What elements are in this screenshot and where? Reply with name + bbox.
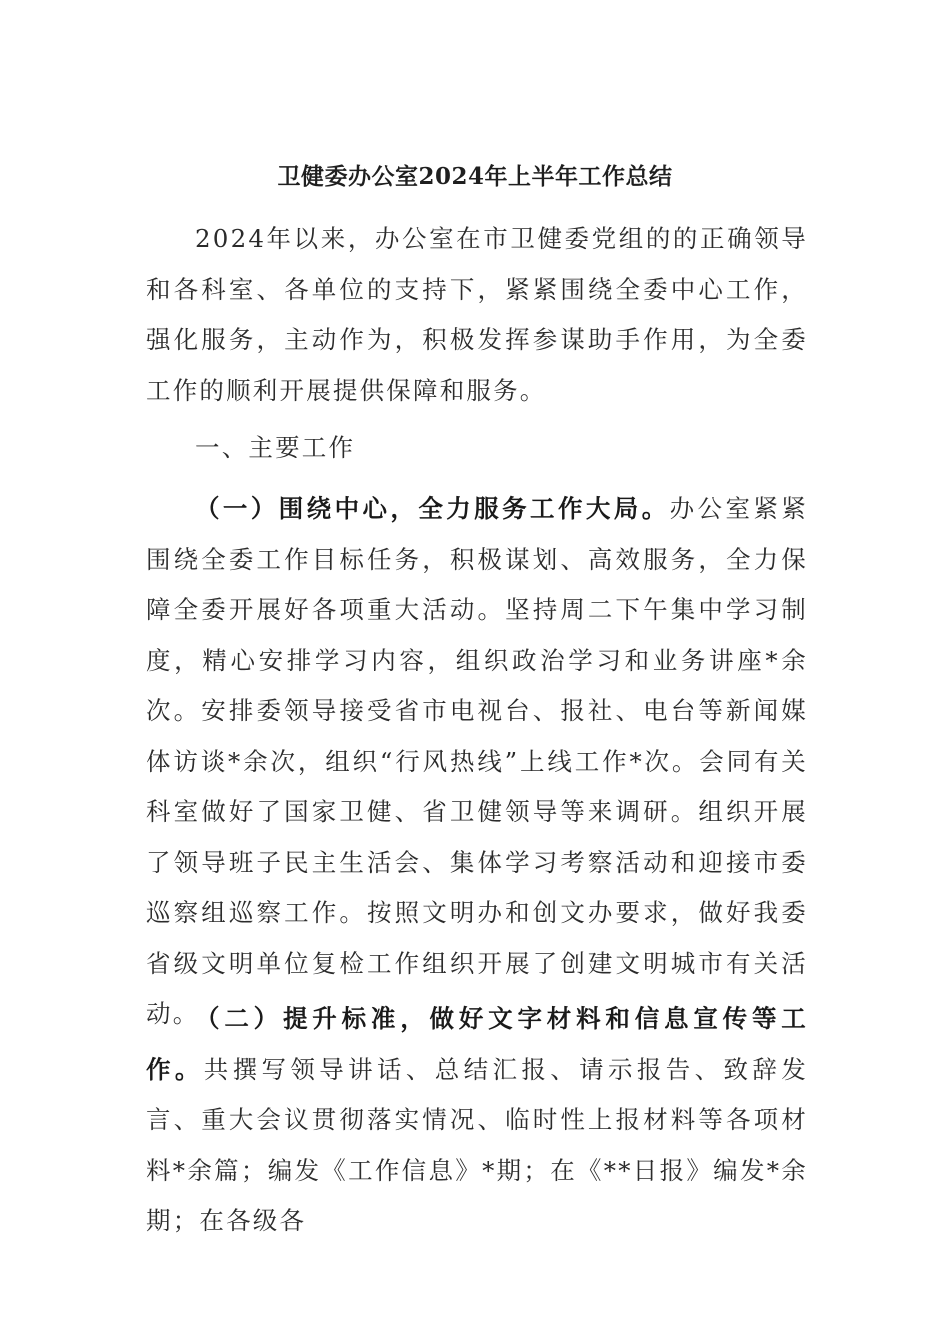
section-heading: 一、主要工作 — [195, 433, 356, 462]
section-1-paragraph — [146, 484, 808, 1040]
section-1-text: 办公室紧紧围绕全委工作目标任务，积极谋划、高效服务，全力保障全委开展好各项重大活动。坚持周二下午集中学习制度，精心安排学习内容，组织政治学习和业务讲座*余次。安排委领导接受省市电视台、报社、电台等新闻媒体访谈*余次，组织“行风热线”上线工作*次。会同有关科室做好了国家卫健、省卫健领导等来调研。组织开展了领导班子民主生活会、集体学习考察活动和迎接市委巡察组巡察工作。按照文明办和创文办要求，做好我委省级文明单位复检工作组织开展了创建文明城市有关活动。 — [146, 494, 808, 1028]
document-title: 卫健委办公室2024年上半年工作总结 — [277, 163, 673, 190]
intro-paragraph: 2024年以来，办公室在市卫健委党组的的正确领导和各科室、各单位的支持下，紧紧围绕全委中心工作，强化服务，主动作为，积极发挥参谋助手作用，为全委工作的顺利开展提供保障和服务。 — [146, 224, 808, 405]
section-2-text: 共撰写领导讲话、总结汇报、请示报告、致辞发言、重大会议贯彻落实情况、临时性上报材料等各项材料*余篇；编发《工作信息》*期；在《**日报》编发*余期；在各级各 — [146, 1054, 809, 1235]
section-2-lead: （二）提升标准，做好文字材料和信息宣传等工作。 — [146, 1004, 808, 1084]
section-1-lead: （一）围绕中心，全力服务工作大局。 — [195, 494, 670, 523]
section-2-paragraph — [146, 994, 808, 1247]
